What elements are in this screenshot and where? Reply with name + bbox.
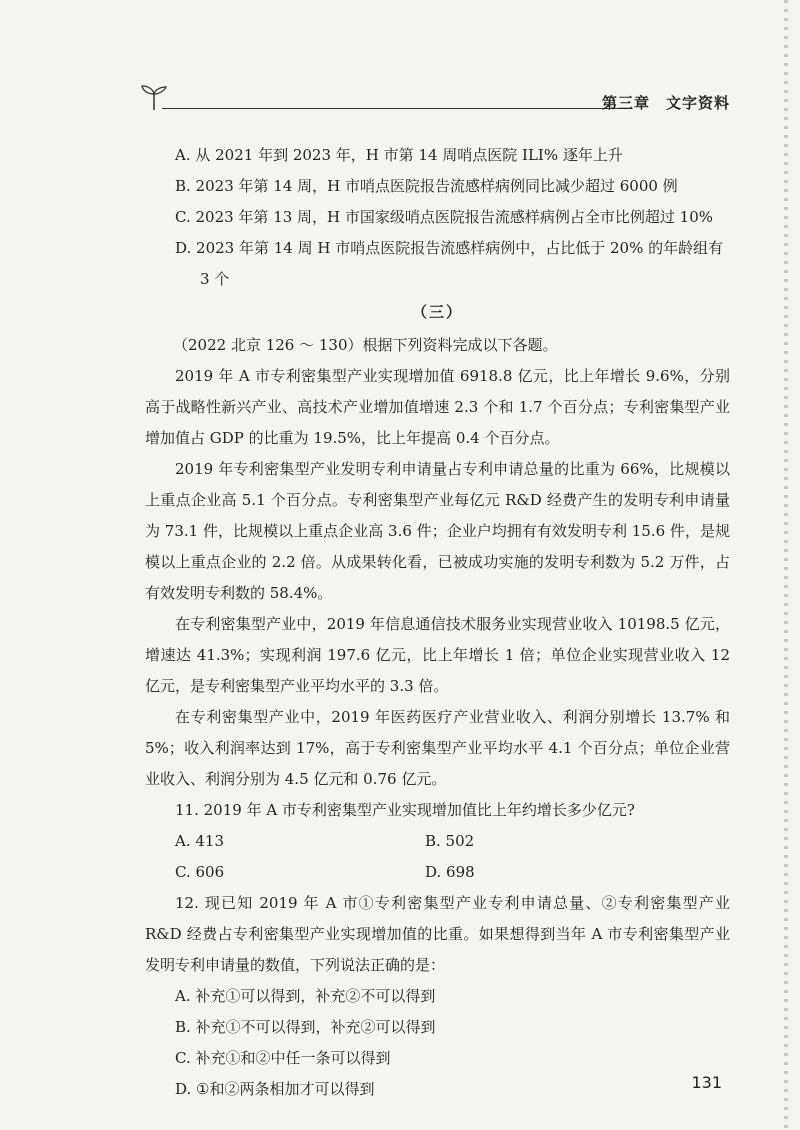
option-b: B. 2023 年第 14 周，H 市哨点医院报告流感样病例同比减少超过 6000 例 (175, 177, 678, 195)
option-d: D. 2023 年第 14 周 H 市哨点医院报告流感样病例中，占比低于 20% 的年龄组有 (175, 239, 724, 257)
paragraph-3: 在专利密集型产业中，2019 年信息通信技术服务业实现营业收入 10198.5 亿元，增速达 41.3%；实现利润 197.6 亿元，比上年增长 1 倍；单位企业实现营业收入 12 亿元，是专利密集型产业平均水平的 3.3 倍。 (145, 615, 730, 695)
running-header (140, 82, 730, 114)
header-rule (162, 108, 632, 109)
q11-option-d: D. 698 (425, 863, 475, 881)
q12-option-a: A. 补充①可以得到，补充②不可以得到 (175, 987, 436, 1005)
intro-line: （2022 北京 126 ～ 130）根据下列资料完成以下各题。 (173, 336, 558, 354)
scan-edge-shadow (784, 0, 788, 1130)
q11-option-b: B. 502 (425, 832, 475, 850)
section-title: （三） (411, 303, 463, 321)
q12-option-b: B. 补充①不可以得到，补充②可以得到 (175, 1018, 436, 1036)
chapter-title: 第三章 文字资料 (601, 94, 730, 112)
paragraph-1: 2019 年 A 市专利密集型产业实现增加值 6918.8 亿元，比上年增长 9.6%，分别高于战略性新兴产业、高技术产业增加值增速 2.3 个和 1.7 个百分点；专利密集型产业增加值占 GDP 的比重为 19.5%，比上年提高 0.4 个百分点。 (145, 367, 730, 447)
page-content (145, 140, 730, 1105)
option-c: C. 2023 年第 13 周，H 市国家级哨点医院报告流感样病例占全市比例超过 10% (175, 208, 714, 226)
option-a: A. 从 2021 年到 2023 年，H 市第 14 周哨点医院 ILI% 逐年上升 (175, 146, 623, 164)
q12-option-c: C. 补充①和②中任一条可以得到 (175, 1049, 391, 1067)
question-11-stem: 11. 2019 年 A 市专利密集型产业实现增加值比上年约增长多少亿元? (175, 801, 635, 819)
q11-option-c: C. 606 (175, 863, 225, 881)
paragraph-2: 2019 年专利密集型产业发明专利申请量占专利申请总量的比重为 66%，比规模以上重点企业高 5.1 个百分点。专利密集型产业每亿元 R&D 经费产生的发明专利申请量为 73.1 件，比规模以上重点企业高 3.6 件；企业户均拥有有效发明专利 15.6 件，是规模以上重点企业的 2.2 倍。从成果转化看，已被成功实施的发明专利数为 5.2 万件，占有效发明专利数的 58.4%。 (145, 460, 730, 602)
paragraph-4: 在专利密集型产业中，2019 年医药医疗产业营业收入、利润分别增长 13.7% 和 5%；收入利润率达到 17%，高于专利密集型产业平均水平 4.1 个百分点；单位企业营业收入、利润分别为 4.5 亿元和 0.76 亿元。 (145, 708, 730, 788)
q11-option-a: A. 413 (175, 832, 224, 850)
question-12-stem: 12. 现已知 2019 年 A 市①专利密集型产业专利申请总量、②专利密集型产业 R&D 经费占专利密集型产业实现增加值的比重。如果想得到当年 A 市专利密集型产业发明专利申请量的数值，下列说法正确的是： (145, 894, 730, 974)
page-number: 131 (691, 1073, 722, 1092)
question-11-options-row-2 (175, 857, 730, 888)
option-d-continuation: 3 个 (200, 270, 230, 288)
question-11-options-row-1 (175, 826, 730, 857)
q12-option-d: D. ①和②两条相加才可以得到 (175, 1080, 375, 1098)
